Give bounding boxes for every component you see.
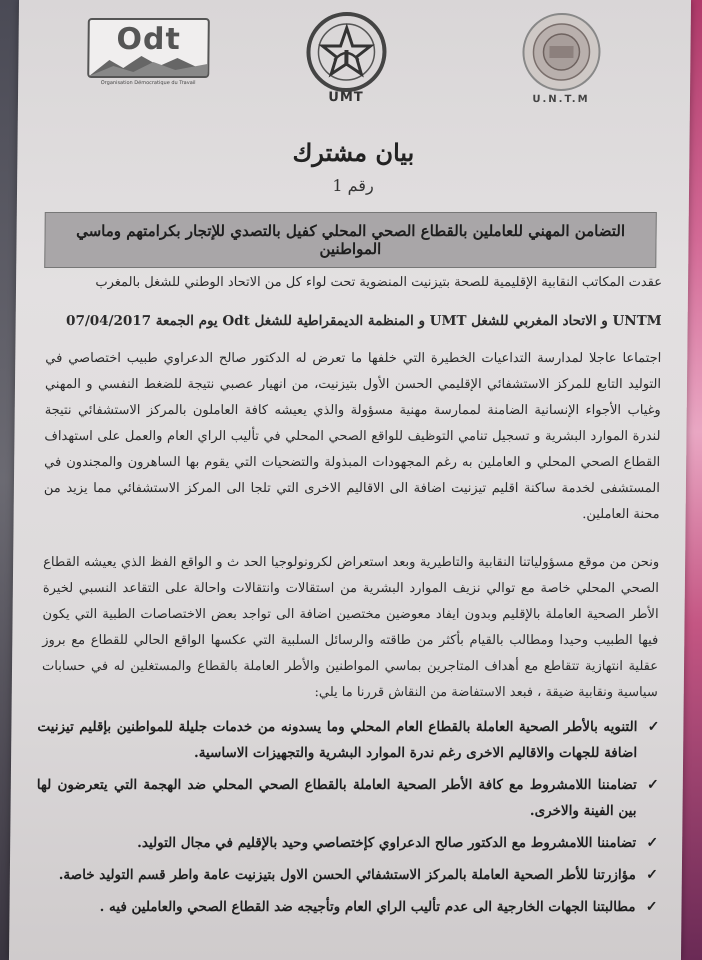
odt-logo [88,18,209,88]
check-icon: ✓ [646,835,659,851]
paragraph-1: اجتماعا عاجلا لمدارسة التداعيات الخطيرة التي خلفها ما تعرض له الدكتور صالح الدعراوي طبيب اختصاصي في التوليد التابع للمركز الاستشفائي الإقليمي الحسن الأول بتيزنيت، من انهيار عصبي نتيجة للضغط النفسي و المهني وغياب الأجواء الإنسانية الضامنة لممارسة مهنية مسؤولة والذي يعيشه كافة العاملون بالمركز الاستشفائي نتيجة لندرة الموارد البشرية و تسجيل تنامي التوظيف للواقع الصحي المحلي في تأليب الراي العام والعمل على استهداف القطاع الصحي المحلي و العاملين به رغم المجهودات المبذولة والتضحيات التي يقوم بها الساهرون والمجندون في المستشفى لخدمة ساكنة اقليم تيزنيت اضافة الى الاقاليم الاخرى التي تلجا الى المركز الاستشفائي مما يزيد من محنة العاملين. [43,351,662,522]
decision-text: مؤازرتنا للأطر الصحية العاملة بالمركز الاستشفائي الحسن الاول بتيزنيت عامة واطر قسم التوليد خاصة. [58,867,636,883]
untm-logo [496,10,627,110]
decision-text: مطالبتنا الجهات الخارجية الى عدم تأليب الراي العام وتأجيجه ضد القطاع الصحي والعاملين فيه . [99,899,636,915]
umt-logo [286,10,407,110]
odt-logo-subtitle: Organisation Démocratique du Travail [100,80,196,86]
document-page [9,0,691,960]
untm-logo-text: U.N.T.M [532,94,590,105]
decisions-list [35,714,659,926]
document-number: رقم 1 [332,176,374,195]
check-icon: ✓ [645,899,658,915]
decision-item [37,714,660,766]
umt-emblem-icon [298,10,395,96]
check-icon: ✓ [646,867,658,883]
decision-item [36,772,659,824]
paragraph-2: ونحن من موقع مسؤولياتنا النقابية والتاطيرية وبعد استعراض لكرونولوجيا الحد ث و الواقع الفظ الذي يعيشه القطاع الصحي المحلي خاصة مع توالي نزيف الموارد البشرية من استقالات وانتقالات واحالة على التقاعد النسبي لخيرة الأطر الصحية العاملة بالإقليم وبدون ايفاد معوضين مختصين اضافة الى تواجد بعض الاختصاصات الطبية التي يكون فيها الطبيب وحيدا ومطالب بالقيام بأكثر من طاقته والرسائل السلبية التي عكسها الواقع الحالي للقطاع مع بروز عقلية انتهازية تتقاطع مع أهداف المتاجرين بماسي المواطنين والأطر العاملة بالقطاع والمستغلين له في حسابات سياسية ونقابية ضيقة ، فبعد الاستفاضة من النقاش قررنا ما يلي: [41,555,660,700]
check-icon: ✓ [647,719,660,735]
decision-item [36,862,658,888]
mountains-icon [89,54,207,76]
subject-banner [44,212,657,268]
check-icon: ✓ [646,777,659,793]
decision-text: تضامننا اللامشروط مع كافة الأطر الصحية العاملة بالقطاع الصحي المحلي ضد الهجمة التي يتعرضون لها بين الفينة والاخرى. [36,777,637,819]
decision-item [36,830,658,856]
odt-logo-badge [87,18,210,78]
odt-logo-text: Odt [116,22,181,57]
decision-text: التنويه بالأطر الصحية العاملة بالقطاع العام المحلي وما يسدونه من خدمات جليلة للمواطنين بإقليم تيزنيت اضافة للجهات والاقاليم الاخرى رغم ندرة الموارد البشرية والتجهيزات الاساسية. [37,719,638,761]
untm-emblem-icon [513,10,610,94]
document-title: بيان مشترك [292,138,415,167]
intro-line-2: UNTM و الاتحاد المغربي للشغل UMT و المنظمة الديمقراطية للشغل Odt يوم الجمعة 07/04/2017 [66,313,662,329]
intro-line-1: عقدت المكاتب النقابية الإقليمية للصحة بتيزنيت المنضوية تحت لواء كل من الاتحاد الوطني للشغل بالمغرب [95,275,663,290]
decision-text: تضامننا اللامشروط مع الدكتور صالح الدعراوي كإختصاصي وحيد بالإقليم في مجال التوليد. [137,835,637,851]
decision-item [35,894,657,920]
subject-text: التضامن المهني للعاملين بالقطاع الصحي المحلي كفيل بالتصدي للإتجار بكرامتهم وماسي المواطنين [76,222,626,258]
umt-logo-text: UMT [328,90,364,105]
